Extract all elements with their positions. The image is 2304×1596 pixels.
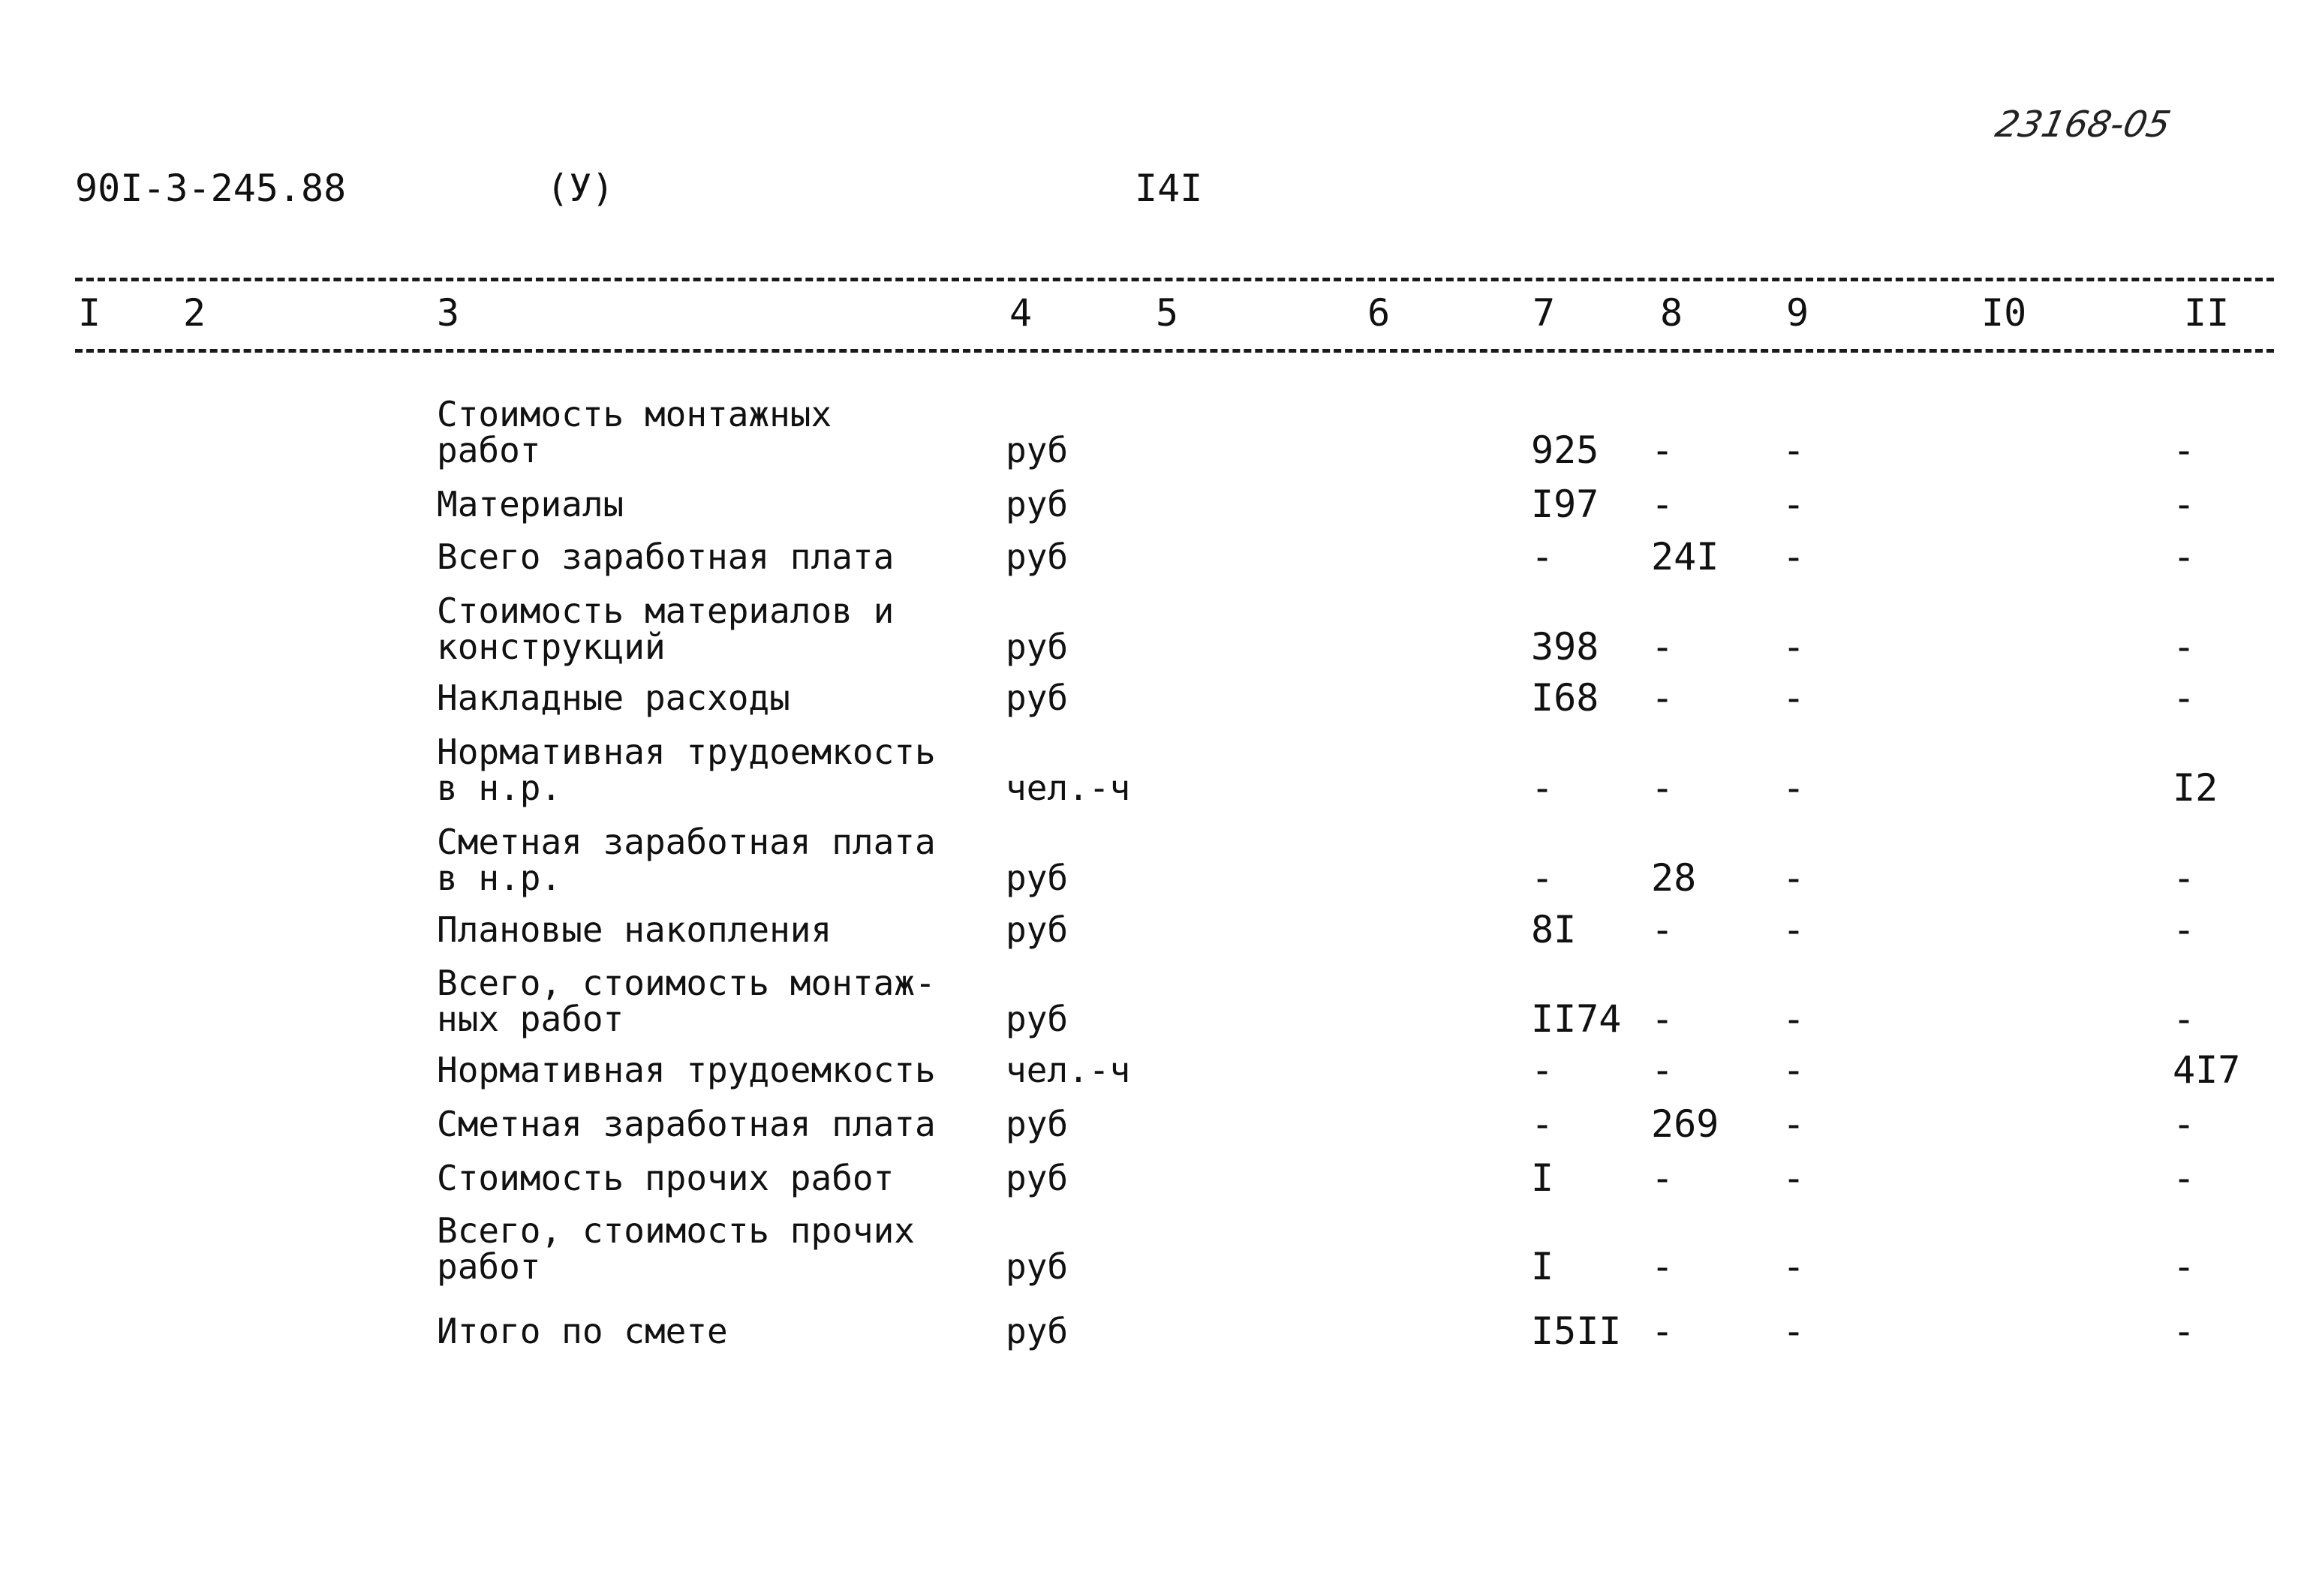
item-name	[437, 396, 832, 468]
column-number-11: II	[2184, 291, 2230, 335]
item-name-line: Всего заработная плата	[437, 537, 895, 577]
column-7-value: I68	[1531, 676, 1599, 720]
item-name	[437, 909, 832, 950]
column-8-value: -	[1651, 997, 1674, 1041]
item-name	[437, 824, 936, 896]
column-7-value: -	[1531, 766, 1554, 810]
unit-cell: руб	[1006, 484, 1069, 524]
item-name-line: Нормативная трудоемкость	[437, 732, 936, 772]
column-11-value: -	[2173, 1102, 2196, 1146]
column-8-value: 28	[1651, 856, 1697, 900]
unit-cell: руб	[1006, 627, 1069, 667]
column-8-value: -	[1651, 1048, 1674, 1092]
item-name	[437, 486, 624, 522]
column-11-value: -	[2173, 428, 2196, 472]
unit-cell: руб	[1006, 1246, 1069, 1287]
column-11-value: I2	[2173, 766, 2218, 810]
column-8-value: -	[1651, 1156, 1674, 1200]
column-11-value: -	[2173, 1309, 2196, 1353]
column-9-value: -	[1782, 1102, 1806, 1146]
column-11-value: -	[2173, 1156, 2196, 1200]
column-11-value: -	[2173, 856, 2196, 900]
item-name	[437, 1106, 936, 1142]
unit-cell: руб	[1006, 1104, 1069, 1144]
item-name	[437, 734, 936, 806]
item-name-line: Накладные расходы	[437, 678, 790, 718]
column-8-value: -	[1651, 625, 1674, 669]
table-header-rule	[75, 349, 2274, 353]
item-name-line: Итого по смете	[437, 1311, 728, 1351]
column-7-value: 8I	[1531, 908, 1577, 951]
unit-cell: чел.-ч	[1006, 1050, 1131, 1090]
unit-cell: руб	[1006, 678, 1069, 718]
column-8-value: -	[1651, 428, 1674, 472]
unit-cell: руб	[1006, 909, 1069, 950]
column-8-value: -	[1651, 676, 1674, 720]
column-7-value: I5II	[1531, 1309, 1622, 1353]
column-9-value: -	[1782, 997, 1806, 1041]
column-7-value: -	[1531, 535, 1554, 579]
column-number-9: 9	[1786, 291, 1809, 335]
document-variant: (У)	[546, 167, 615, 210]
column-8-value: -	[1651, 482, 1674, 526]
column-11-value: -	[2173, 997, 2196, 1041]
item-name	[437, 965, 936, 1037]
column-9-value: -	[1782, 482, 1806, 526]
item-name	[437, 593, 894, 665]
item-name-line: Стоимость материалов и	[437, 591, 895, 631]
item-name-line: Плановые накопления	[437, 909, 832, 950]
column-number-7: 7	[1532, 291, 1556, 335]
page-number: I4I	[1135, 167, 1203, 210]
column-11-value: -	[2173, 535, 2196, 579]
item-name-line: в н.р.	[437, 858, 562, 898]
column-11-value: -	[2173, 482, 2196, 526]
document-code: 90I-3-245.88	[75, 167, 347, 210]
column-8-value: -	[1651, 908, 1674, 951]
column-9-value: -	[1782, 856, 1806, 900]
column-number-2: 2	[183, 291, 206, 335]
item-name-line: Нормативная трудоемкость	[437, 1050, 936, 1090]
item-name	[437, 1210, 915, 1287]
item-name-line: в н.р.	[437, 768, 562, 808]
item-name-line: Стоимость прочих работ	[437, 1158, 895, 1198]
column-number-3: 3	[437, 291, 460, 335]
unit-cell: руб	[1006, 1158, 1069, 1198]
item-name-line: Всего, стоимость монтаж-	[437, 963, 936, 1003]
unit-cell: руб	[1006, 999, 1069, 1039]
column-number-6: 6	[1367, 291, 1391, 335]
column-11-value: 4I7	[2173, 1048, 2241, 1092]
item-name-line: Сметная заработная плата	[437, 822, 936, 862]
item-name	[437, 680, 790, 716]
column-7-value: I	[1531, 1156, 1554, 1200]
column-9-value: -	[1782, 625, 1806, 669]
column-7-value: 398	[1531, 625, 1599, 669]
item-name-line: конструкций	[437, 627, 666, 667]
unit-cell: чел.-ч	[1006, 768, 1131, 808]
unit-cell: руб	[1006, 430, 1069, 470]
column-9-value: -	[1782, 676, 1806, 720]
column-11-value: -	[2173, 1245, 2196, 1288]
column-8-value: -	[1651, 1245, 1674, 1288]
column-8-value: -	[1651, 766, 1674, 810]
item-name-line: работ	[437, 430, 541, 470]
column-8-value: 269	[1651, 1102, 1719, 1146]
column-8-value: -	[1651, 1309, 1674, 1353]
column-11-value: -	[2173, 908, 2196, 951]
item-name-line: работ	[437, 1246, 541, 1287]
column-7-value: -	[1531, 1102, 1554, 1146]
column-9-value: -	[1782, 1048, 1806, 1092]
column-9-value: -	[1782, 908, 1806, 951]
column-11-value: -	[2173, 625, 2196, 669]
item-name	[437, 539, 894, 575]
unit-cell: руб	[1006, 1311, 1069, 1351]
item-name	[437, 1313, 728, 1349]
column-7-value: -	[1531, 1048, 1554, 1092]
item-name-line: Материалы	[437, 484, 624, 524]
item-name	[437, 1052, 936, 1088]
item-name-line: ных работ	[437, 999, 624, 1039]
column-number-4: 4	[1009, 291, 1033, 335]
unit-cell: руб	[1006, 537, 1069, 577]
column-7-value: 925	[1531, 428, 1599, 472]
column-11-value: -	[2173, 676, 2196, 720]
column-number-5: 5	[1156, 291, 1179, 335]
table-top-rule	[75, 278, 2274, 281]
column-9-value: -	[1782, 1245, 1806, 1288]
column-9-value: -	[1782, 535, 1806, 579]
column-7-value: -	[1531, 856, 1554, 900]
column-7-value: I97	[1531, 482, 1599, 526]
column-9-value: -	[1782, 428, 1806, 472]
unit-cell: руб	[1006, 858, 1069, 898]
item-name-line: Всего, стоимость прочих	[437, 1210, 915, 1251]
column-8-value: 24I	[1651, 535, 1719, 579]
column-7-value: I	[1531, 1245, 1554, 1288]
column-7-value: II74	[1531, 997, 1622, 1041]
item-name-line: Сметная заработная плата	[437, 1104, 936, 1144]
item-name-line: Стоимость монтажных	[437, 394, 832, 434]
item-name	[437, 1160, 894, 1196]
column-9-value: -	[1782, 1309, 1806, 1353]
column-number-8: 8	[1660, 291, 1683, 335]
column-9-value: -	[1782, 1156, 1806, 1200]
column-number-10: I0	[1981, 291, 2027, 335]
column-number-1: I	[78, 291, 101, 335]
column-9-value: -	[1782, 766, 1806, 810]
inventory-number: 23168-05	[1992, 104, 2175, 146]
